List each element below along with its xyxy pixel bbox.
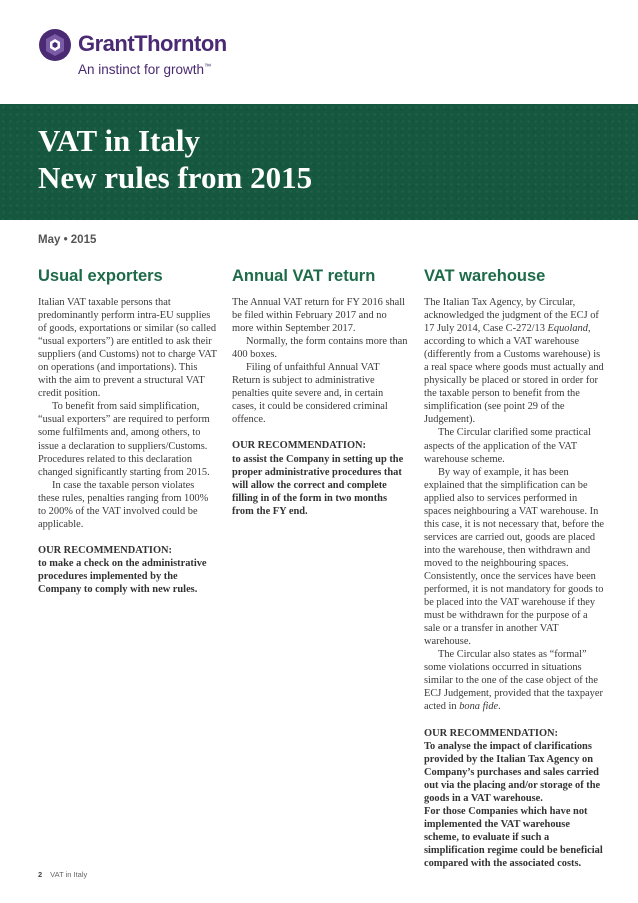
footer-label: VAT in Italy bbox=[50, 870, 88, 879]
recommendation-title: OUR RECOMMENDATION: bbox=[38, 544, 173, 556]
grant-thornton-logo-icon bbox=[38, 28, 72, 62]
paragraph: By way of example, it has been explained that the simplification can be applied also to services performed in spaces neighbouring a VAT warehouse. In this case, it is not necessary that, before the services are carried out, goods are placed into the warehouse, then withdrawn and moved to the neighbouring spaces. Consistently, once the services have been performed, it is not mandatory for goods to be placed into the VAT warehouse if they must be withdrawn for the purpose of a sale or a transfer in another VAT warehouse. bbox=[424, 466, 605, 648]
brand-name: GrantThornton bbox=[78, 31, 227, 56]
paragraph-text: . bbox=[498, 701, 501, 713]
recommendation-title: OUR RECOMMENDATION: bbox=[424, 727, 559, 739]
paragraph bbox=[424, 296, 606, 426]
trademark-mark: ™ bbox=[204, 63, 212, 71]
publication-date: May • 2015 bbox=[38, 234, 97, 246]
page-footer bbox=[38, 870, 87, 879]
section-heading: VAT warehouse bbox=[424, 267, 546, 285]
paragraph: Italian VAT taxable persons that predominantly perform intra-EU supplies of goods, exportations or similar (so called “usual exporters”) are entitled to ask their suppliers (and Customs) not to charge VAT on operations (and importations). This with the aim to prevent a structural VAT credit position. bbox=[38, 297, 217, 400]
page-title-line1: VAT in Italy bbox=[38, 123, 200, 158]
section-heading: Usual exporters bbox=[38, 267, 163, 285]
recommendation-text: to assist the Company in setting up the proper administrative procedures that will allow the correct and complete filling in of the form in two months from the FY end. bbox=[232, 453, 404, 517]
latin-term: bona fide bbox=[459, 701, 499, 713]
paragraph: Normally, the form contains more than 400 boxes. bbox=[232, 336, 408, 361]
page-number: 2 bbox=[38, 870, 43, 879]
recommendation-text: to make a check on the administrative procedures implemented by the Company to comply with new rules. bbox=[38, 557, 207, 595]
case-name: Equoland bbox=[547, 323, 588, 335]
recommendation-title: OUR RECOMMENDATION: bbox=[232, 440, 367, 452]
brand-tagline-text: An instinct for growth bbox=[78, 62, 205, 77]
paragraph: To benefit from said simplification, “usual exporters” are required to perform some fulfilments and, among others, to issue a declaration to suppliers/Customs. Procedures related to this declaration changed significantly starting from 2015. bbox=[38, 401, 210, 478]
brand-tagline bbox=[78, 62, 211, 77]
page-title bbox=[38, 122, 312, 196]
paragraph-text: The Circular also states as “formal” some violations occurred in situations similar to the one of the case object of the ECJ Judgement, provided that the taxpayer acted in bbox=[424, 649, 603, 713]
paragraph: The Circular clarified some practical aspects of the application of the VAT warehouse scheme. bbox=[424, 427, 591, 465]
column-usual-exporters bbox=[38, 267, 218, 596]
paragraph-text: , according to which a VAT warehouse (differently from a Customs warehouse) is a real space where goods must actually and physically be placed or stored in order for the taxable person to benefit from the simplification (see point 29 of the Judgement). bbox=[424, 323, 604, 426]
recommendation-text: To analyse the impact of clarifications provided by the Italian Tax Agency on Company’s purchases and sales carried out via the placing and/or storage of the goods in a VAT warehouse. bbox=[424, 740, 601, 804]
page-title-line2: New rules from 2015 bbox=[38, 160, 313, 195]
paragraph: In case the taxable person violates these rules, penalties ranging from 100% to 200% of the VAT involved could be applicable. bbox=[38, 479, 209, 530]
paragraph bbox=[424, 648, 606, 713]
paragraph: The Annual VAT return for FY 2016 shall be filed within February 2017 and no more within September 2017. bbox=[232, 297, 406, 335]
paragraph-text: The Italian Tax Agency, by Circular, acknowledged the judgment of the ECJ of 17 July 2014, Case C-272/13 bbox=[424, 297, 599, 335]
column-vat-warehouse bbox=[424, 267, 606, 870]
paragraph: Filing of unfaithful Annual VAT Return is subject to administrative penalties quite severe and, in certain cases, it could be considered criminal offence. bbox=[232, 362, 388, 426]
grant-thornton-logo bbox=[38, 28, 238, 88]
section-heading: Annual VAT return bbox=[232, 267, 376, 285]
recommendation-text: For those Companies which have not implemented the VAT warehouse scheme, to evaluate if such a simplification regime could be beneficial compared with the associated costs. bbox=[424, 805, 603, 869]
column-annual-vat-return bbox=[232, 267, 408, 518]
